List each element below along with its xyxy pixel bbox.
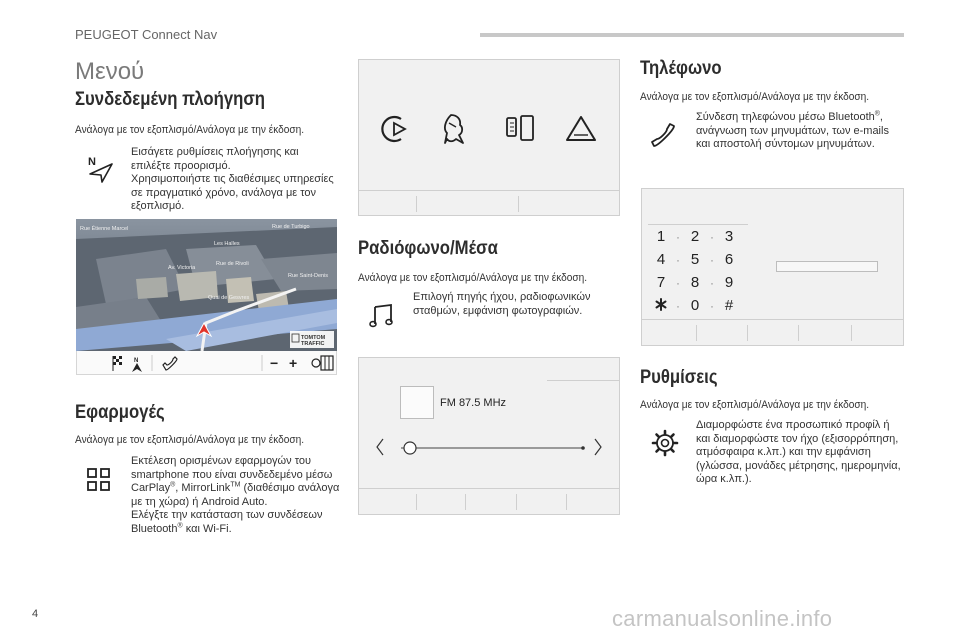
menu-title: Μενού bbox=[75, 58, 145, 85]
compass-north-icon[interactable] bbox=[132, 358, 142, 372]
mirrorlink-icon[interactable] bbox=[507, 116, 533, 140]
page-number: 4 bbox=[32, 608, 39, 620]
key-3[interactable]: 3 bbox=[724, 228, 734, 245]
key-4[interactable]: 4 bbox=[656, 251, 666, 268]
phone-intro: Ανάλογα με τον εξοπλισμό/Ανάλογα με την έκδοση. bbox=[640, 91, 870, 103]
destination-flag-icon[interactable] bbox=[113, 356, 122, 371]
map-street-label: Rue Saint-Denis bbox=[288, 273, 329, 279]
phone-section-title: Τηλέφωνο bbox=[640, 58, 722, 79]
key-hash[interactable]: # bbox=[724, 297, 734, 314]
map-street-label: Rue de Rivoli bbox=[216, 261, 249, 267]
key-star[interactable] bbox=[655, 297, 667, 314]
watermark: carmanualsonline.info bbox=[612, 606, 833, 631]
settings-gear-icon bbox=[651, 429, 679, 457]
keypad-row: 7 · 8 · 9 bbox=[656, 274, 734, 291]
key-1[interactable]: 1 bbox=[656, 228, 666, 245]
map-toolbar bbox=[76, 351, 337, 375]
map-street-label: Les Halles bbox=[214, 241, 240, 247]
key-9[interactable]: 9 bbox=[724, 274, 734, 291]
next-station-icon[interactable] bbox=[595, 439, 601, 455]
android-auto-icon[interactable] bbox=[567, 117, 595, 140]
radio-station-frequency: FM 87.5 MHz bbox=[440, 397, 507, 409]
navigation-intro: Ανάλογα με τον εξοπλισμό/Ανάλογα με την έκδοση. bbox=[75, 124, 305, 136]
apps-intro: Ανάλογα με τον εξοπλισμό/Ανάλογα με την έκδοση. bbox=[75, 434, 305, 446]
settings-section-title: Ρυθμίσεις bbox=[640, 367, 718, 388]
phone-handset-icon bbox=[650, 122, 678, 150]
key-5[interactable]: 5 bbox=[690, 251, 700, 268]
svg-text:N: N bbox=[134, 358, 139, 364]
navigation-arrow-icon bbox=[86, 154, 114, 184]
key-2[interactable]: 2 bbox=[690, 228, 700, 245]
document-header-title: PEUGEOT Connect Nav bbox=[75, 27, 218, 42]
map-street-label: Rue de Turbigo bbox=[272, 224, 310, 230]
svg-text:N: N bbox=[88, 156, 96, 168]
keypad-row: 4 · 5 · 6 bbox=[656, 251, 734, 268]
settings-description: Διαμορφώστε ένα προσωπικό προφίλ ή και διαμορφώστε τον ήχο (εξισορρόπηση, ατμόσφαιρα κ.λπ.) και την εμφάνιση (γλώσσα, μονάδες μέτρησης, ημερομηνία, ώρα κ.λπ.). bbox=[696, 419, 901, 485]
map-options-icon[interactable] bbox=[312, 356, 333, 370]
zoom-in-button[interactable]: + bbox=[289, 355, 298, 371]
carplay-icon[interactable] bbox=[382, 117, 405, 141]
header-rule bbox=[480, 33, 904, 37]
radio-intro: Ανάλογα με τον εξοπλισμό/Ανάλογα με την έκδοση. bbox=[358, 272, 588, 284]
keypad-row: 1 · 2 · 3 bbox=[656, 228, 734, 245]
apps-description: Εκτέλεση ορισμένων εφαρμογών του smartphone που είναι συνδεδεμένο μέσω CarPlay®, MirrorLink™ (διαθέσιμο ανάλογα με τη χώρα) ή Android Auto. Ελέγξτε την κατάσταση των συνδέσεων Bluetooth® και Wi-Fi. bbox=[131, 455, 340, 535]
map-street-label: Av. Victoria bbox=[168, 265, 196, 271]
apps-grid-icon bbox=[87, 468, 111, 492]
station-artwork bbox=[400, 386, 434, 419]
apps-section-title: Εφαρμογές bbox=[75, 402, 165, 423]
map-street-label: Rue Étienne Marcel bbox=[80, 226, 129, 232]
previous-station-icon[interactable] bbox=[377, 439, 383, 455]
zoom-out-button[interactable]: − bbox=[270, 355, 279, 371]
navigation-description: Εισάγετε ρυθμίσεις πλοήγησης και επιλέξτε προορισμό. Χρησιμοποιήστε τις διαθέσιμες υπηρεσίες σε πραγματικό χρόνο, ανάλογα με τον εξοπλισμό. bbox=[131, 146, 334, 212]
phone-description: Σύνδεση τηλεφώνου μέσω Bluetooth®, ανάγνωση των μηνυμάτων, των e-mails και αποστολή σύντομων μηνυμάτων. bbox=[696, 110, 889, 150]
key-8[interactable]: 8 bbox=[690, 274, 700, 291]
map-street-label: Quai de Gesvres bbox=[208, 295, 250, 301]
map-logo-line2: TRAFFIC bbox=[301, 341, 325, 347]
keypad-row: · 0 · # bbox=[655, 297, 735, 314]
number-display-field[interactable] bbox=[776, 261, 878, 272]
key-7[interactable]: 7 bbox=[656, 274, 666, 291]
settings-intro: Ανάλογα με τον εξοπλισμό/Ανάλογα με την έκδοση. bbox=[640, 399, 870, 411]
navigation-map-view[interactable] bbox=[76, 219, 337, 351]
apps-screen-mockup bbox=[358, 59, 620, 216]
navigation-section-title: Συνδεδεμένη πλοήγηση bbox=[75, 89, 266, 110]
peugeot-lion-icon[interactable] bbox=[445, 115, 463, 143]
map-logo-line1: TOMTOM bbox=[301, 335, 326, 341]
music-note-icon bbox=[369, 303, 395, 329]
radio-description: Επιλογή πηγής ήχου, ραδιοφωνικών σταθμών, εμφάνιση φωτογραφιών. bbox=[413, 291, 591, 317]
radio-section-title: Ραδιόφωνο/Μέσα bbox=[358, 238, 498, 259]
radio-screen-mockup bbox=[358, 357, 620, 515]
key-6[interactable]: 6 bbox=[724, 251, 734, 268]
call-icon[interactable] bbox=[163, 357, 177, 370]
key-0[interactable]: 0 bbox=[690, 297, 700, 314]
frequency-slider[interactable] bbox=[401, 442, 585, 454]
